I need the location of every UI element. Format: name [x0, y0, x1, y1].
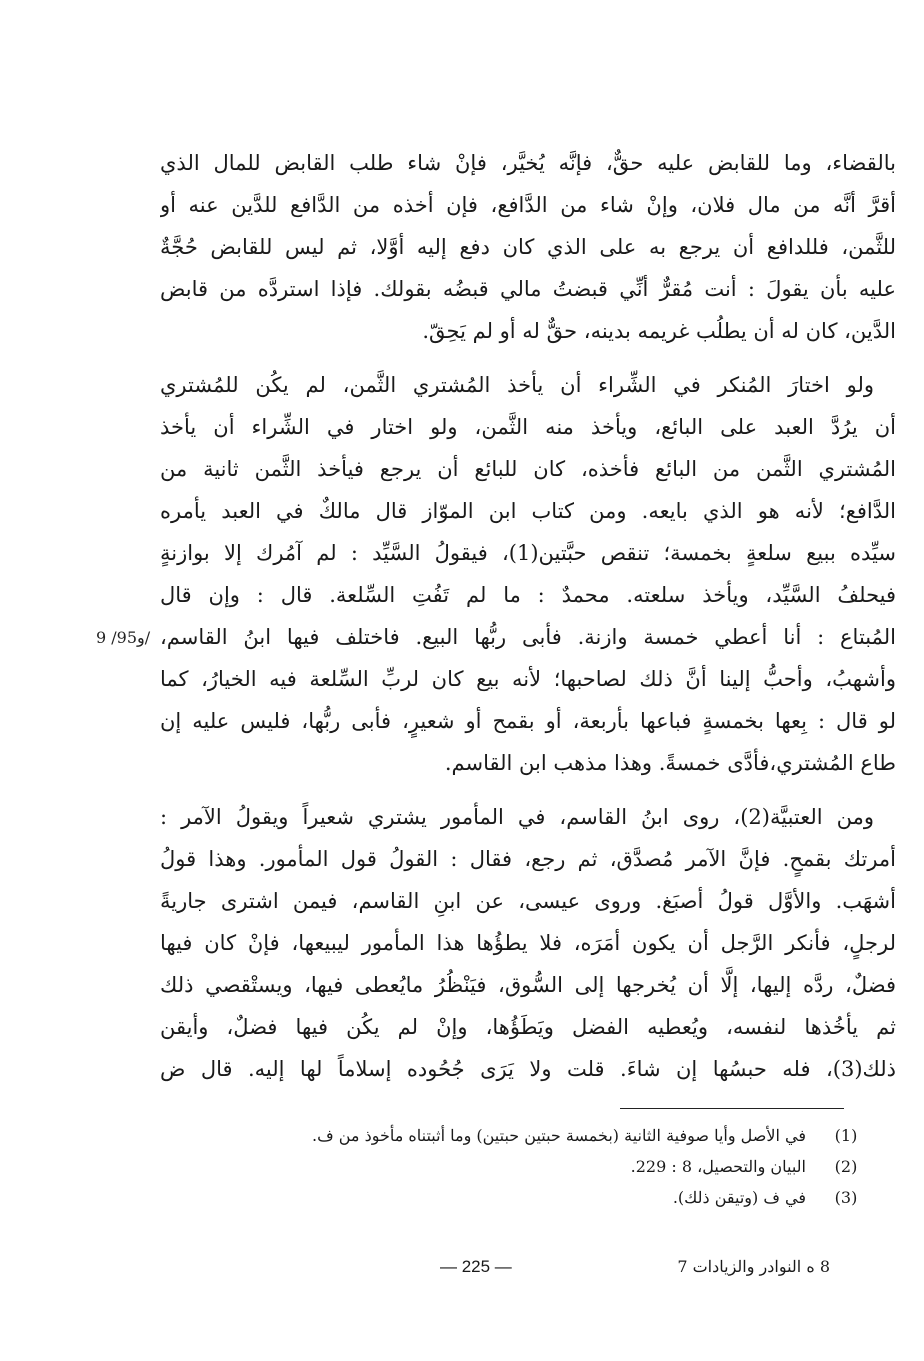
text-line: ولو اختارَ المُنكر في الشِّراء أن يأخذ المُشتري الثَّمن، لم يكُن للمُشتري: [160, 373, 874, 397]
text-line: ثم يأخُذها لنفسه، ويُعطيه الفضل ويَطَؤُها، وإنْ لم يكُن فيها فضلٌ، وأيقن: [160, 1015, 896, 1039]
footnote-text: البيان والتحصيل، 8 : 229.: [630, 1157, 806, 1176]
text-line: عليه بأن يقولَ : أنت مُقرٌّ أنِّي قبضتُ مالي قبضُه بقولك. فإذا استردَّه من قابض: [160, 277, 896, 301]
text-line: أشهَب. والأوَّل قولُ أصبَغ. وروى عيسى، عن ابنِ القاسم، فيمن اشترى جاريةً: [160, 889, 896, 913]
text-line: بالقضاء، وما للقابض عليه حقٌّ، فإنَّه يُخيَّر، فإنْ شاء طلب القابض للمال الذي: [160, 151, 896, 175]
main-text: [160, 142, 896, 1090]
text-line: المُبتاع : أنا أعطي خمسة وازنة. فأبى ربُّها البيع. فاختلف فيها ابنُ القاسم،: [160, 625, 896, 649]
footnote-number: (3): [834, 1188, 858, 1207]
footnote-number: (1): [834, 1126, 858, 1145]
footnote-text: في ف (وتيقن ذلك).: [672, 1188, 806, 1207]
text-line: الدَّين، كان له أن يطلُب غريمه بدينه، حقٌّ له أو لم يَحِقّ.: [422, 319, 896, 343]
text-line: الدَّافع؛ لأنه هو الذي بايعه. ومن كتاب ابن الموّاز قال مالكٌ في العبد يأمره: [160, 499, 896, 523]
text-line: المُشتري الثَّمن من البائع فأخذه، كان للبائع أن يرجع فيأخذ الثَّمن ثانية من: [160, 457, 896, 481]
footnote-text: في الأصل وأيا صوفية الثانية (بخمسة حبتين حبتين) وما أثبتناه مأخوذ من ف.: [311, 1126, 806, 1145]
paragraph-3: [160, 796, 896, 1090]
text-line: طاع المُشتري،فأدَّى خمسةً. وهذا مذهب ابن القاسم.: [444, 751, 896, 775]
footnote-item: [244, 1151, 864, 1182]
text-line: لرجلٍ، فأنكر الرَّجل أن يكون أمَرَه، فلا يطؤُها هذا المأمور ليبيعها، فإنْ كان فيها: [160, 931, 896, 955]
footnotes: [244, 1120, 864, 1213]
footnote-number: (2): [834, 1157, 858, 1176]
page-number: — 225 —: [440, 1257, 512, 1276]
text-line: لو قال : بِعها بخمسةٍ فباعها بأربعة، أو بقمح أو شعيرٍ، فأبى ربُّها، فليس عليه إن: [160, 709, 896, 733]
text-line: ذلك(3)، فله حبسُها إن شاءَ. قلت ولا يَرَى جُحُوده إسلاماً لها إليه. قال ض: [160, 1057, 896, 1081]
paragraph-1: [160, 142, 896, 352]
footnote-divider: [620, 1108, 844, 1109]
paragraph-2: [160, 364, 896, 784]
text-line: فيحلفُ السَّيِّد، ويأخذ سلعته. محمدٌ : ما لم تَفُتِ السِّلعة. قال : وإن قال: [160, 583, 896, 607]
signature-mark: 8 ه النوادر والزيادات 7: [677, 1257, 830, 1276]
manuscript-folio-note: 9 /95و/: [96, 628, 151, 647]
text-line: وأشهبُ، وأحبُّ إلينا أنَّ ذلك لصاحبها؛ لأنه بيع كان لربِّ السِّلعة فيه الخيارُ، كما: [160, 667, 896, 691]
text-line: أن يرُدَّ العبد على البائع، ويأخذ منه الثَّمن، ولو اختار في الشِّراء أن يأخذ: [160, 415, 896, 439]
text-line: سيِّده ببيع سلعةٍ بخمسة؛ تنقص حبَّتين(1)، فيقولُ السَّيِّد : لم آمُرك إلا بوازنةٍ: [160, 541, 896, 565]
text-line: أقرَّ أنَّه من مال فلان، وإنْ شاء من الدَّافع، فإن أخذه من الدَّافع للدَّين عنه أو: [160, 193, 896, 217]
footnote-item: [244, 1182, 864, 1213]
text-line: ومن العتبيَّة(2)، روى ابنُ القاسم، في المأمور يشتري شعيراً ويقولُ الآمر :: [160, 805, 874, 829]
text-line: للثَّمن، فللدافع أن يرجع به على الذي كان دفع إليه أوَّلا، ثم ليس للقابض حُجَّةٌ: [160, 235, 896, 259]
footnote-item: [244, 1120, 864, 1151]
text-line: أمرتك بقمحٍ. فإنَّ الآمر مُصدَّق، ثم رجع، فقال : القولُ قول المأمور. وهذا قولُ: [160, 847, 896, 871]
page-footer: [0, 1257, 924, 1285]
text-line: فضلٌ، ردَّه إليها، إلَّا أن يُخرجها إلى السُّوق، فيَنْظُرُ مايُعطى فيها، ويستْقصي ذلك: [160, 973, 896, 997]
